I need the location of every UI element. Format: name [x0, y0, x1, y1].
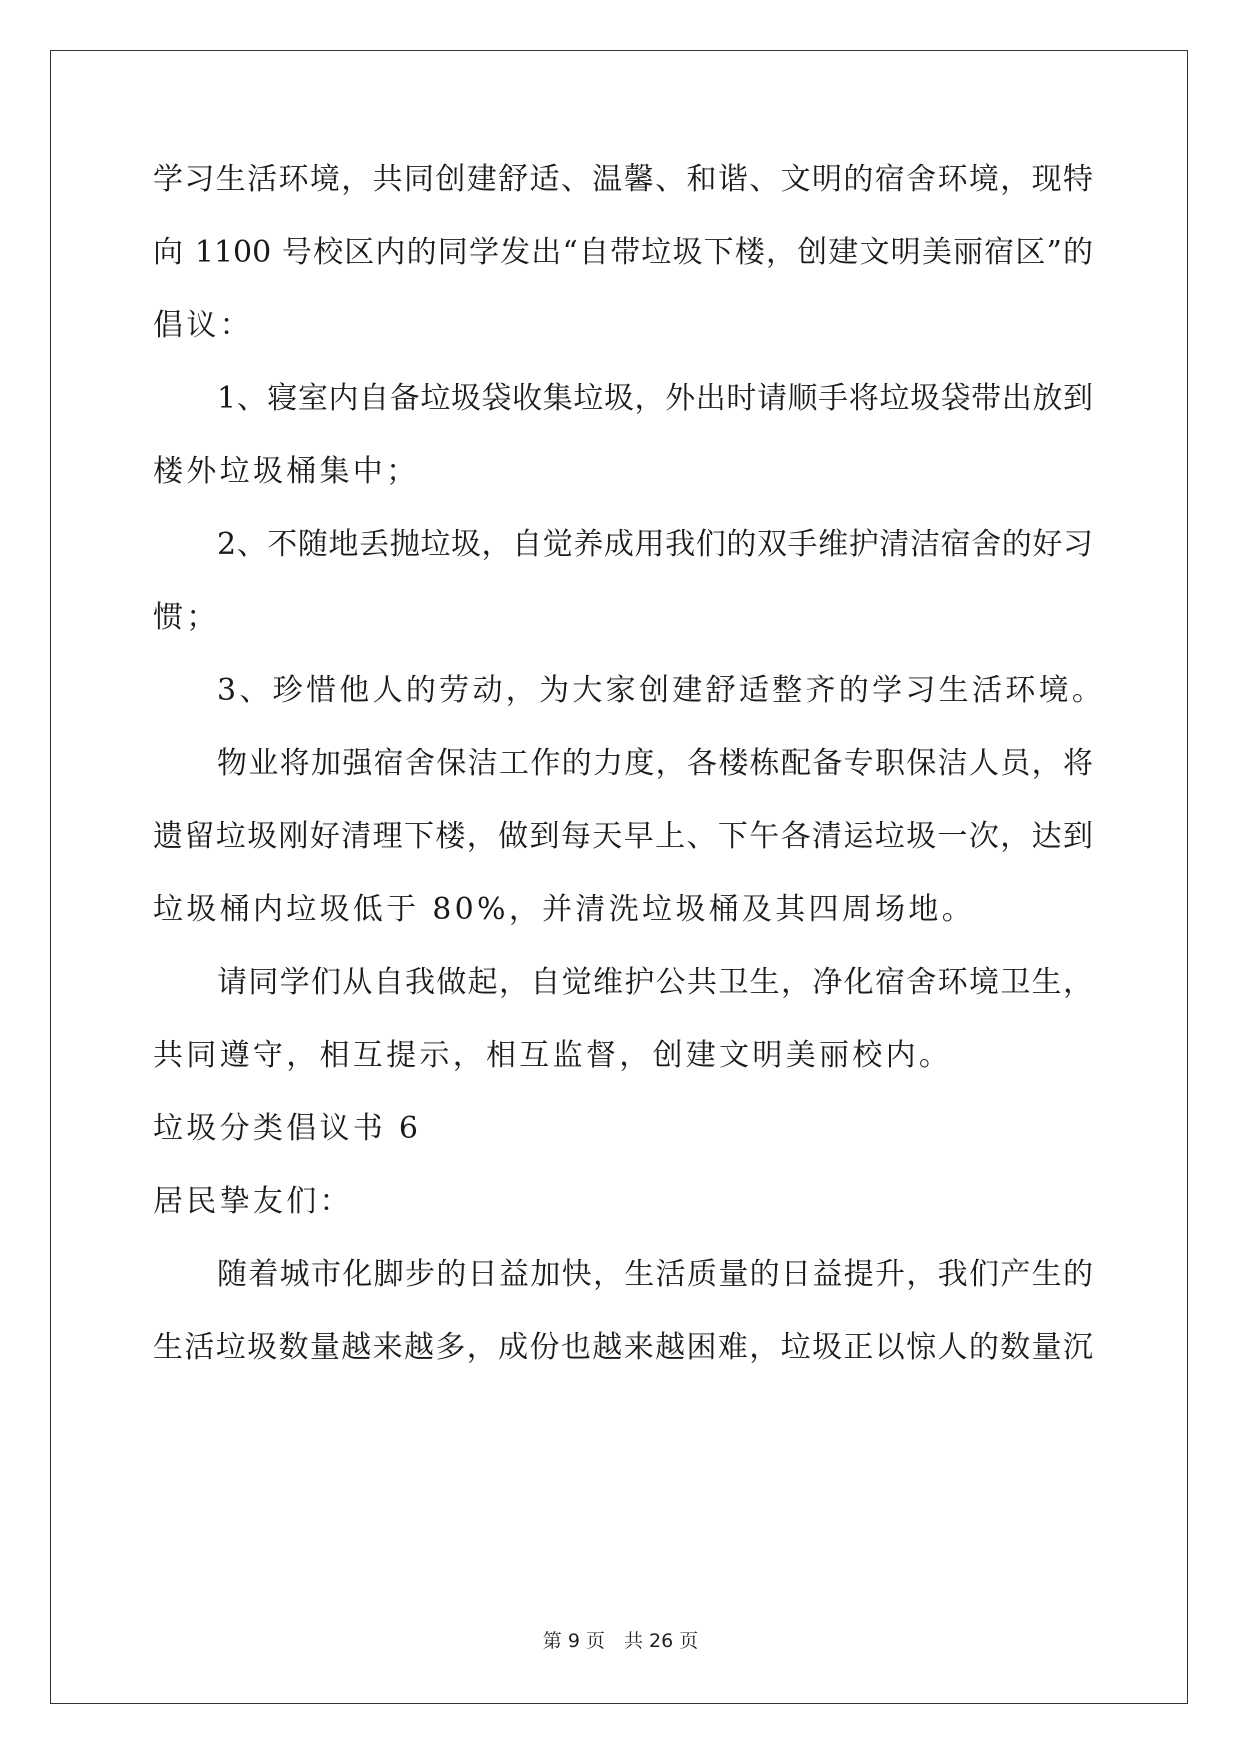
page-border: [50, 50, 1188, 1704]
text-line: 2、不随地丢抛垃圾，自觉养成用我们的双手维护清洁宿舍的好习: [217, 527, 1093, 562]
text-line: 请同学们从自我做起，自觉维护公共卫生，净化宿舍环境卫生，: [217, 965, 1093, 1000]
text-line: 随着城市化脚步的日益加快，生活质量的日益提升，我们产生的: [217, 1257, 1093, 1292]
text-line: 物业将加强宿舍保洁工作的力度，各楼栋配备专职保洁人员，将: [217, 746, 1093, 781]
text-line: 共同遵守，相互提示，相互监督，创建文明美丽校内。: [153, 1038, 953, 1073]
text-line: 向 1100 号校区内的同学发出“自带垃圾下楼，创建文明美丽宿区”的: [153, 235, 1093, 270]
page-number-footer: 第 9 页 共 26 页: [542, 1630, 699, 1652]
text-line: 生活垃圾数量越来越多，成份也越来越困难，垃圾正以惊人的数量沉: [153, 1330, 1093, 1365]
text-line: 倡议：: [153, 308, 253, 343]
text-line: 垃圾桶内垃圾低于 80%，并清洗垃圾桶及其四周场地。: [153, 892, 976, 927]
section-heading: 垃圾分类倡议书 6: [153, 1111, 422, 1146]
salutation: 居民挚友们：: [153, 1184, 353, 1219]
text-line: 遗留垃圾刚好清理下楼，做到每天早上、下午各清运垃圾一次，达到: [153, 819, 1093, 854]
text-line: 惯；: [153, 600, 220, 635]
text-line: 3、珍惜他人的劳动，为大家创建舒适整齐的学习生活环境。: [217, 673, 1106, 708]
text-line: 1、寝室内自备垃圾袋收集垃圾，外出时请顺手将垃圾袋带出放到: [217, 381, 1093, 416]
text-line: 学习生活环境，共同创建舒适、温馨、和谐、文明的宿舍环境，现特: [153, 162, 1093, 197]
text-line: 楼外垃圾桶集中；: [153, 454, 420, 489]
